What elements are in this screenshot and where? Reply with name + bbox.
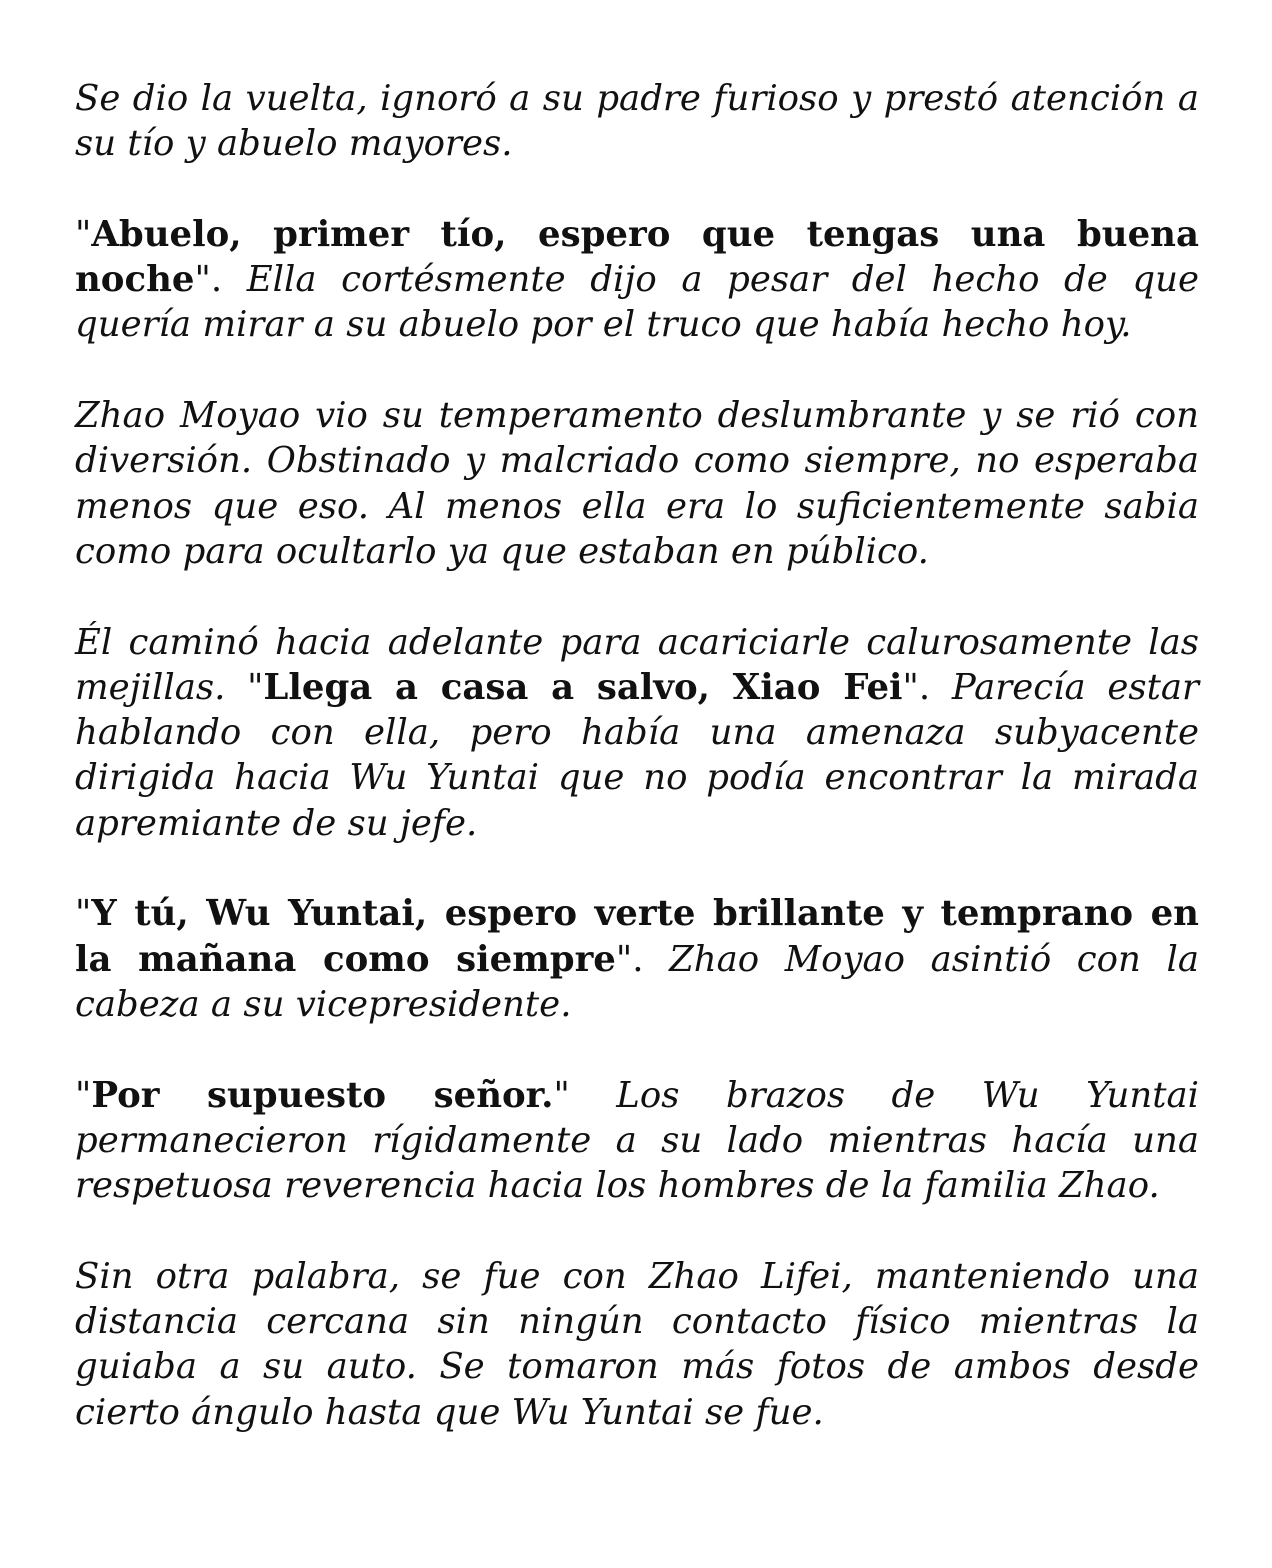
paragraph-2 [75, 212, 1199, 348]
narration-text: Se dio la vuelta, ignoró a su padre furioso y prestó atención a su tío y abuelo mayores. [75, 78, 1199, 165]
paragraph-6 [75, 1073, 1199, 1209]
narration-text: Ella cortésmente dijo a pesar del hecho de que quería mirar a su abuelo por el truco que había hecho hoy. [75, 259, 1199, 346]
close-quote: ". [902, 666, 931, 708]
paragraph-3 [75, 393, 1199, 574]
close-quote: ". [194, 259, 223, 301]
paragraph-7 [75, 1254, 1199, 1435]
open-quote: " [75, 893, 92, 935]
open-quote: " [75, 1074, 92, 1116]
narration-text: Sin otra palabra, se fue con Zhao Lifei, manteniendo una distancia cercana sin ningún contacto físico mientras la guiaba a su auto. Se tomaron más fotos de ambos desde cierto ángulo hasta que Wu Yuntai se fue. [75, 1255, 1199, 1433]
dialogue-text: Y tú, Wu Yuntai, espero verte brillante y temprano en la mañana como siempre [75, 893, 1199, 980]
document-page [75, 76, 1199, 1435]
narration-text: Los brazos de Wu Yuntai permanecieron rígidamente a su lado mientras hacía una respetuosa reverencia hacia los hombres de la familia Zhao. [75, 1074, 1199, 1207]
open-quote: " [75, 213, 92, 255]
narration-text: Parecía estar hablando con ella, pero había una amenaza subyacente dirigida hacia Wu Yuntai que no podía encontrar la mirada apremiante de su jefe. [75, 666, 1199, 844]
dialogue-text: Por supuesto señor. [91, 1074, 554, 1116]
close-quote: ". [615, 938, 644, 980]
narration-lead-text: Él caminó hacia adelante para acariciarle calurosamente las mejillas. [75, 621, 1199, 708]
narration-text: Zhao Moyao vio su temperamento deslumbrante y se rió con diversión. Obstinado y malcriado como siempre, no esperaba menos que eso. Al menos ella era lo suficientemente sabia como para ocultarlo ya que estaban en público. [75, 395, 1199, 572]
close-quote: " [553, 1074, 570, 1116]
open-quote: " [247, 666, 264, 708]
paragraph-4 [75, 620, 1199, 846]
paragraph-5 [75, 891, 1199, 1027]
narration-text: Zhao Moyao asintió con la cabeza a su vicepresidente. [75, 938, 1199, 1025]
paragraph-1 [75, 76, 1199, 167]
dialogue-text: Llega a casa a salvo, Xiao Fei [263, 666, 903, 708]
dialogue-text: Abuelo, primer tío, espero que tengas una buena noche [75, 213, 1199, 301]
